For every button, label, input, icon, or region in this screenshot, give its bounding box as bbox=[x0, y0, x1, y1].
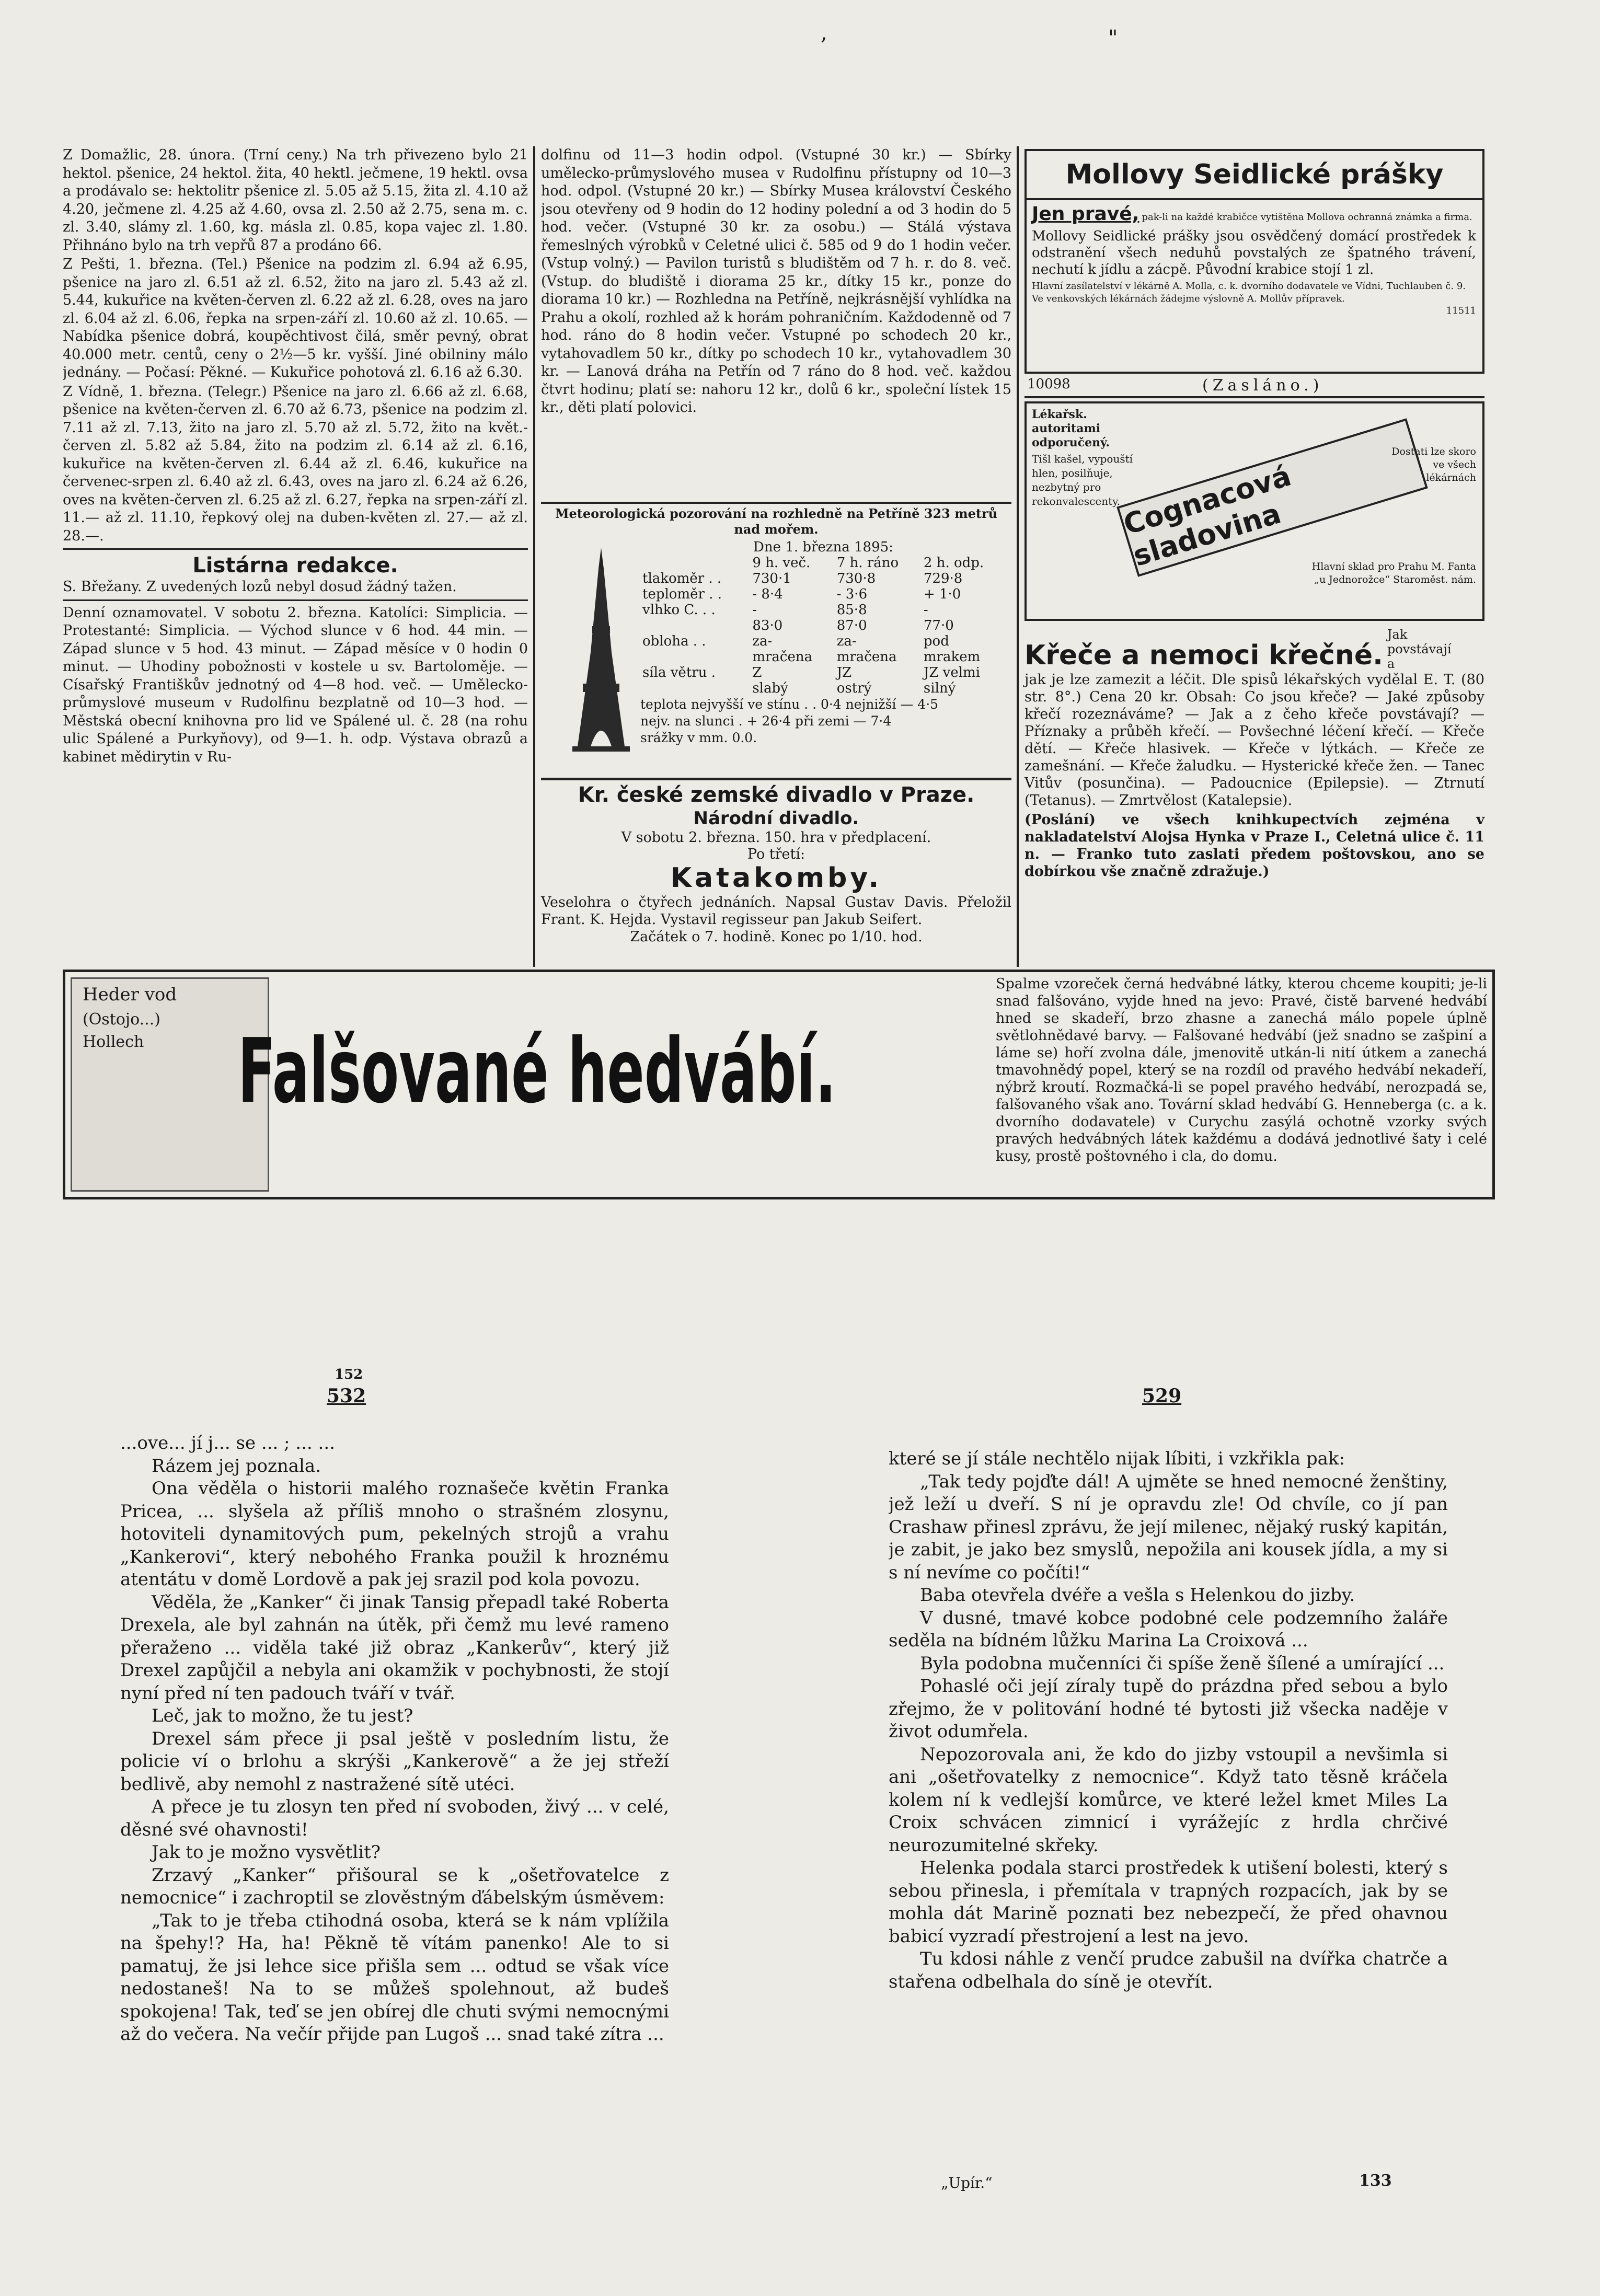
theatre-section bbox=[541, 782, 1011, 960]
cognac-small: Dostati lze skoro ve všech lékárnách bbox=[1391, 446, 1476, 483]
story-paragraph: Tu kdosi náhle z venčí prudce zabušil na dvířka chatrče a stařena odbelhala do síně je otevřít. bbox=[889, 1948, 1448, 1992]
divider bbox=[1025, 396, 1484, 398]
market-pest: Z Pešti, 1. března. (Tel.) Pšenice na podzim zl. 6.94 až 6.95, pšenice na jaro zl. 6.51 až zl. 6.52, žito na jaro zl. 5.43 až zl. 5.44, kukuřice na květen-červen zl. 6.22 až zl. 6.28, oves na jaro zl. 6.04 až zl. 6.06, řepka na srpen-září zl. 10.60 až zl. 10.65. — Nabídka pšenice dobrá, koupěchtivost čilá, směr pevný, obrat 40.000 metr. centů, ceny o 2½—5 kr. vyšší. Jiné obilniny málo jednány. — Počasí: Pěkné. — Kukuřice pohotová zl. 6.16 až 6.30. bbox=[63, 256, 528, 380]
moll-pravy: Jen pravé, bbox=[1032, 203, 1139, 225]
ad-inset-line: Hollech bbox=[83, 1033, 144, 1051]
story-paragraph: Věděla, že „Kanker“ či jinak Tansig přepadl také Roberta Drexela, ale byl zahnán na útěk, při čemž mu levé rameno přeraženo ... viděla také již obraz „Kankerův“, který již Drexel zapůjčil a nebyla ani okamžik v pochybnosti, že stojí nyní před ní ten padouch tváří v tvář. bbox=[120, 1591, 669, 1704]
theatre-date: V sobotu 2. března. 150. hra v předplacení. bbox=[621, 829, 931, 846]
ad-big-title: Falšované hedvábí. bbox=[238, 1020, 836, 1123]
story-paragraph: Leč, jak to možno, že tu jest? bbox=[152, 1705, 413, 1726]
moll-ad bbox=[1025, 149, 1484, 374]
story-paragraph: „Tak to je třeba ctihodná osoba, která se k nám vplížila na špehy!? Ha, ha! Pěkně tě vítám panenko! Ale to si pamatuj, že jsi lehce sice přišla sem ... odtud se však více nedostaneš! Na to se můžeš spolehnout, až budeš spokojena! Tak, teď se jen obírej dle chuti svými nemocnými až do večera. Na večír přijde pan Lugoš ... snad také zítra ... bbox=[120, 1910, 669, 2045]
column-1 bbox=[63, 146, 528, 956]
right-page-number: 529 bbox=[1142, 1385, 1182, 1407]
meteo-foot: nejv. na slunci . + 26·4 při zemi — 7·4 bbox=[640, 713, 892, 729]
moll-pravy-note: pak-li na každé krabičce vytištěna Mollova ochranná známka a firma. bbox=[1142, 212, 1472, 223]
krece-foot: (Poslání) ve všech knihkupectvích zejména v nakladatelství Alojsa Hynka v Praze I., Celetná ulice č. 11 n. — Franko tuto zaslati předem poštovskou, ano se dobírkou vše značně zdražuje.) bbox=[1025, 812, 1484, 880]
petrin-tower-illustration bbox=[562, 548, 640, 757]
cognac-label: Cognacová sladovina bbox=[1120, 459, 1295, 573]
moll-title: Mollovy Seidlické prášky bbox=[1027, 151, 1482, 200]
meteo-head: 9 h. več. bbox=[752, 555, 811, 571]
story-paragraph: ...ove... jí j... se ... ; ... ... bbox=[120, 1433, 335, 1453]
meteo-date: Dne 1. března 1895: bbox=[753, 539, 893, 555]
meteo-row: 83·0 87·0 77·0 bbox=[752, 618, 954, 633]
listarna-heading: Listárna redakce. bbox=[192, 553, 398, 578]
story-paragraph: A přece je tu zlosyn ten před ní svoboden, živý ... v celé, děsné své ohavnosti! bbox=[120, 1796, 669, 1840]
market-domazlice: Z Domažlic, 28. února. (Trní ceny.) Na trh přivezeno bylo 21 hektol. pšenice, 24 hektol. žita, 40 hektl. ječmene, 19 hektl. ovsa a prodávalo se: hektolitr pšenice zl. 5.05 až 5.15, žita zl. 4.10 až 4.20, ječmene zl. 4.25 až 4.60, ovsa zl. 2.50 až 2.75, sena m. c. zl. 3.40, slámy zl. 1.60, kg. másla zl. 0.85, kopa vajec zl. 1.80. Přihnáno bylo na trh vepřů 87 a prodáno 66. bbox=[63, 147, 528, 253]
meteo-table bbox=[640, 555, 1006, 696]
theatre-subtitle: Národní divadlo. bbox=[693, 808, 859, 829]
cognac-hlavni: Hlavní sklad pro Prahu M. Fanta „u Jednorožce“ Staroměst. nám. bbox=[1311, 561, 1476, 585]
silk-ad bbox=[63, 970, 1495, 1199]
story-paragraph: Zrzavý „Kanker“ přišoural se k „ošetřovatelce z nemocnice“ i zachroptil se zlověstným ďábelským úsměvem: bbox=[120, 1864, 669, 1908]
top-mark-left: , bbox=[821, 21, 827, 45]
story-paragraph: Nepozorovala ani, že kdo do jizby vstoupil a nevšimla si ani „ošetřovatelky z nemocnice“. Když tato těsně kráčela kolem ní k vedlejší komůrce, ve které ležel kmet Miles La Croix schvácen zimnicí i vyrážejíc z hrdla chrčivé neurozumitelné skřeky. bbox=[889, 1744, 1448, 1856]
cognac-ad bbox=[1025, 401, 1484, 621]
footer-title: „Upír.“ bbox=[941, 2174, 993, 2191]
cognac-banner bbox=[1116, 418, 1428, 576]
footer-page: 133 bbox=[1359, 2172, 1392, 2190]
left-page-number: 532 bbox=[327, 1385, 366, 1407]
column-rule-2 bbox=[1017, 146, 1019, 967]
lek-body: Tišl kašel, vypouští hlen, posilňuje, nezbytný pro rekonvalescenty. bbox=[1032, 453, 1133, 507]
story-paragraph: V dusné, tmavé kobce podobné cele podzemního žaláře seděla na bídném lůžku Marina La Croixová ... bbox=[889, 1607, 1448, 1651]
market-vienna: Z Vídně, 1. března. (Telegr.) Pšenice na jaro zl. 6.66 až zl. 6.68, pšenice na květen-červen zl. 6.70 až 6.73, pšenice na podzim zl. 7.11 až zl. 7.13, žito na jaro zl. 5.70 až zl. 5.72, žito na květ.-červen zl. 5.82 až 5.84, žito na podzim zl. 6.14 až zl. 6.16, kukuřice na květen-červen zl. 6.44 až zl. 6.46, kukuřice na červenec-srpen zl. 6.40 až zl. 6.43, oves na jaro zl. 6.24 až 6.26, oves na květen-červen zl. 6.25 až zl. 6.27, řepka na srpen-září zl. 11.— až zl. 11.10, řepkový olej na duben-květen zl. 27.— až zl. 28.—. bbox=[63, 383, 528, 544]
story-paragraph: Helenka podala starci prostředek k utišení bolesti, který s sebou přinesla, i přemítala v trapných rozpacích, jak by se mohla dát Marině poznati bez nebezpečí, že před ohavnou babicí vyzradí přestrojení a lest na jevo. bbox=[889, 1857, 1448, 1947]
meteo-foot: teplota nejvyšší ve stínu . . 0·4 nejnižší — 4·5 bbox=[640, 697, 939, 712]
krece-section bbox=[1025, 627, 1484, 962]
divider bbox=[541, 502, 1011, 504]
story-paragraph: Ona věděla o historii malého roznašeče květin Franka Priceа, ... slyšela až příliš mnoho o strašném zlosynu, hotoviteli dynamitových pum, pekelných strojů a vrahu „Kankerovi“, který nebohého Franka použil k hroznému atentátu v domě Lordově a pak jej srazil pod kola povozu. bbox=[120, 1478, 669, 1590]
meteo-head-row bbox=[640, 555, 1006, 571]
story-paragraph: Byla podobna mučenníci či spíše ženě šílené a umírající ... bbox=[920, 1653, 1445, 1674]
theatre-title: Kr. české zemské divadlo v Praze. bbox=[578, 783, 975, 807]
krece-side: Jak povstávají a bbox=[1387, 627, 1452, 671]
theatre-time: Začátek o 7. hodině. Konec po 1/10. hod. bbox=[630, 929, 923, 945]
left-page-number-small: 152 bbox=[335, 1367, 363, 1382]
meteo-row: obloha . . za- za- pod bbox=[642, 633, 949, 649]
moll-code: 11511 bbox=[1446, 305, 1476, 316]
museum-info: dolfinu od 11—3 hodin odpol. (Vstupné 30 kr.) — Sbírky umělecko-průmyslového musea v Rudolfinu přístupny od 10—3 hod. odpol. (Vstupné 20 kr.) — Sbírky Musea království Českého jsou otevřeny od 9 hodin do 12 hodiny polední a od 3 hodin do 5 hod. večer. (Vstupné 30 kr. za osobu.) — Stálá výstava řemeslných výrobků v Celetné ulici č. 585 od 9 do 1 hodin večer. (Vstup volný.) — Pavilon turistů s bludištěm od 7 h. r. do 8. več. (Vstup. do bludiště i diorama 25 kr., dítky 15 kr., ponze do diorama 10 kr.) — Rozhledna na Petříně, nejkrásnější vyhlídka na Prahu a okolí, rozhled až k horám pohraničním. Každodenně od 7 hod. ráno do 8 hodin večer. Vstupné po schodech 20 kr., vytahovadlem 50 kr., dítky po schodech 10 kr., vytahovadlem 30 kr. — Lanová dráha na Petřín od 7 ráno do 8 hod. več. každou čtvrt hodinu; platí se: nahoru 12 kr., dolů 6 kr., společní lístek 15 kr., děti platí polovici. bbox=[541, 147, 1011, 416]
lek-head: Lékařsk. autoritami odporučený. bbox=[1032, 408, 1110, 449]
theatre-play: Katakomby. bbox=[670, 862, 882, 894]
top-mark-right: " bbox=[1108, 26, 1118, 50]
zaslano-label: (Zasláno.) bbox=[1202, 376, 1323, 395]
ad-inset-line: (Ostojo...) bbox=[83, 1010, 160, 1029]
left-story bbox=[120, 1432, 669, 2153]
meteo-row: vlhko C. . . - 85·8 - bbox=[642, 602, 928, 618]
meteo-foot: srážky v mm. 0.0. bbox=[640, 730, 757, 745]
meteo-row: mračena mračena mrakem bbox=[752, 649, 981, 665]
meteo-head: 7 h. ráno bbox=[836, 555, 899, 571]
story-paragraph: Jak to je možno vysvětlit? bbox=[152, 1842, 381, 1863]
divider bbox=[63, 599, 528, 601]
moll-small: Hlavní zasílatelství v lékárně A. Molla, c. k. dvorního dodavatele ve Vídni, Tuchlauben č. 9. Ve venkovských lékárnách žádejme výslovně A. Mollův přípravek. bbox=[1032, 281, 1466, 304]
story-paragraph: které se jí stále nechtělo nijak líbiti, i vzkřikla pak: bbox=[889, 1448, 1345, 1469]
ad-text: Spalme vzoreček černá hedvábné látky, kterou chceme koupiti; je-li snad falšováno, vyjde hned na jevo: Pravé, čistě barvené hedvábí hned se skadeří, brzo zhasne a zanechá málo popele úplně světlohnědavé barvy. — Falšované hedvábí (jež snadno se zašpiní a láme se) hoří zvolna dále, jmenovitě utkán-li nití útkem a zanechá tmavohnědý popel, který se na rozdíl od pravého hedvábí nekadeří, nýbrž kroutí. Rozmačká-li se popel pravého hedvábí, nerozpadá se, falšovaného však ano. Tovární sklad hedvábí G. Henneberga (c. a k. dvorního dodavatele) v Curychu zasýlá ochotně vzorky svých pravých hedvábných látek každému a dodává jednotlivé šaty i celé kusy, prostě poštovného i cla, do domu. bbox=[996, 976, 1487, 1164]
meteo-head: 2 h. odp. bbox=[923, 555, 984, 571]
divider bbox=[541, 778, 1011, 780]
meteo-row: síla větru . Z JZ JZ velmi bbox=[642, 665, 981, 680]
divider bbox=[63, 548, 528, 550]
column-2 bbox=[541, 146, 1011, 502]
theatre-note: Po třetí: bbox=[747, 846, 805, 862]
story-paragraph: Pohaslé oči její zíraly tupě do prázdna před sebou a bylo zřejmo, že v politování hodné té bytosti již všecka naděje v život odumřela. bbox=[889, 1676, 1448, 1742]
theatre-desc: Veselohra o čtyřech jednáních. Napsal Gustav Davis. Přeložil Frant. K. Hejda. Vystavil regisseur pan Jakub Seifert. bbox=[541, 894, 1011, 928]
column-rule-1 bbox=[533, 146, 535, 967]
moll-body: Mollovy Seidlické prášky jsou osvědčený domácí prostředek k odstranění všech neduhů povstalých ze špatného trávení, nechutí k jídlu a zácpě. Původní krabice stojí 1 zl. bbox=[1032, 228, 1476, 278]
zaslano-code: 10098 bbox=[1027, 376, 1070, 392]
meteo-row: tlakoměr . . 730·1 730·8 729·8 bbox=[642, 571, 963, 586]
meteo-title: Meteorologická pozorování na rozhledně na Petříně 323 metrů nad mořem. bbox=[555, 506, 998, 537]
krece-title: Křeče a nemoci křečné. bbox=[1025, 640, 1383, 671]
story-paragraph: Baba otevřela dvéře a vešla s Helenkou do jizby. bbox=[920, 1585, 1355, 1606]
listarna-note: S. Břežany. Z uvedených lozů nebyl dosud žádný tažen. bbox=[63, 579, 457, 595]
story-paragraph: Drexel sám přece ji psal ještě v posledním listu, že policie ví o brlohu a skrýši „Kankerově“ a že jej střeží bedlivě, aby nemohl z nastražené sítě utéci. bbox=[120, 1728, 669, 1795]
daily-announcer: Denní oznamovatel. V sobotu 2. března. Katolíci: Simplicia. — Protestanté: Simplicia. — Východ slunce v 6 hod. 44 min. — Západ slunce v 5 hod. 43 minut. — Západ měsíce v 0 hodin 0 minut. — Uhodiny pobožnosti v kostele u sv. Bartoloměje. — Císařský Františkův jednotný od 4—8 hod. več. — Umělecko-průmyslové museum v Rudolfinu bezplatně od 10—3 hod. — Městská obecní knihovna pro lid ve Spálené ul. č. 28 (na rohu ulic Spálené a Purkyňovy), od 9—1. h. odp. Výstava obrazů a kabinet mědirytin v Ru- bbox=[63, 604, 528, 765]
meteo-section bbox=[541, 506, 1011, 778]
story-paragraph: „Tak tedy pojďte dál! A ujměte se hned nemocné ženštiny, jež leží u dveří. S ní je opravdu zle! Od chvíle, co jí pan Crashaw přinesl zprávu, že její milenec, nějaký ruský kapitán, je zabit, je jako bez smyslů, nepožila ani kousek jídla, a my si s ní nevíme co počíti!“ bbox=[889, 1471, 1448, 1583]
right-story bbox=[889, 1448, 1448, 2143]
ad-inset-line: Heder vod bbox=[83, 984, 177, 1005]
story-paragraph: Rázem jej poznala. bbox=[152, 1455, 321, 1476]
meteo-row: teploměr . . - 8·4 - 3·6 + 1·0 bbox=[642, 586, 961, 602]
meteo-row: slabý ostrý silný bbox=[752, 680, 956, 696]
krece-body: jak je lze zamezit a léčit. Dle spisů lékařských vydělal E. T. (80 str. 8°.) Cena 20 kr. Obsah: Co jsou křeče? — Jaké způsoby křečí rozeznáváme? — Jak a z čeho křeče povstávají? — Příznaky a průběh křečí. — Povšechné léčení křečí. — Křeče dětí. — Křeče hlasivek. — Křeče v lýtkách. — Křeče ze zamešnání. — Křeče žaludku. — Hysterické křeče žen. — Tanec Vitův (posunčina). — Padoucnice (Epilepsie). — Ztrnutí (Tetanus). — Zmrtvělost (Katalepsie). bbox=[1025, 672, 1484, 809]
